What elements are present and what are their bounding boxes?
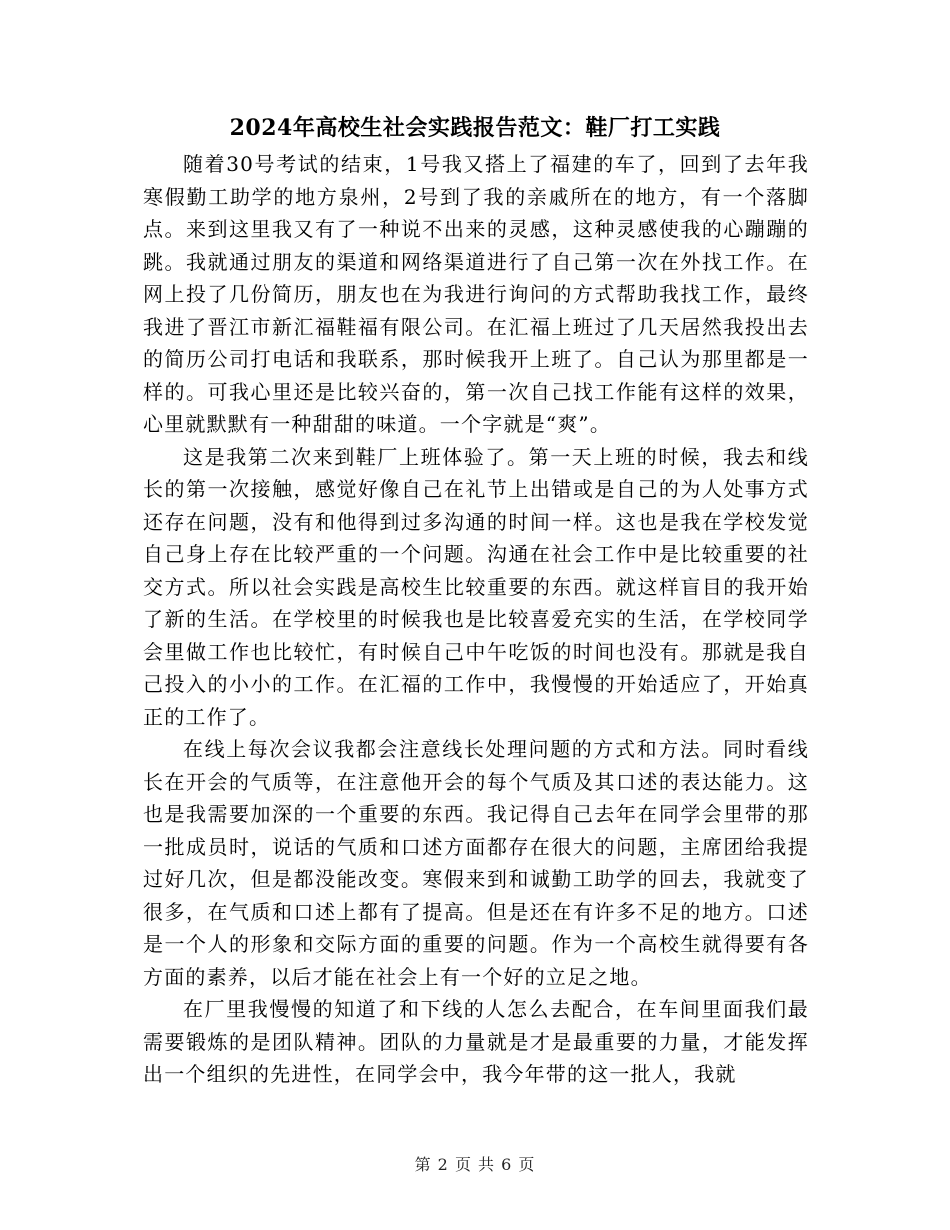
paragraph-2: 这是我第二次来到鞋厂上班体验了。第一天上班的时候，我去和线长的第一次接触，感觉好像自己在礼节上出错或是自己的为人处事方式还存在问题，没有和他得到过多沟通的时间一样。这也是我在学校发觉自己身上存在比较严重的一个问题。沟通在社会工作中是比较重要的社交方式。所以社会实践是高校生比较重要的东西。就这样盲目的我开始了新的生活。在学校里的时候我也是比较喜爱充实的生活，在学校同学会里做工作也比较忙，有时候自己中午吃饭的时间也没有。那就是我自己投入的小小的工作。在汇福的工作中，我慢慢的开始适应了，开始真正的工作了。: [143, 444, 809, 729]
paragraph-4: 在厂里我慢慢的知道了和下线的人怎么去配合，在车间里面我们最需要锻炼的是团队精神。团队的力量就是才是最重要的力量，才能发挥出一个组织的先进性，在同学会中，我今年带的这一批人，我就: [143, 997, 809, 1086]
document-title: 2024年高校生社会实践报告范文：鞋厂打工实践: [229, 115, 721, 141]
page-number-footer: 第 2 页 共 6 页: [414, 1155, 536, 1174]
document-body: [143, 148, 809, 1091]
paragraph-3: 在线上每次会议我都会注意线长处理问题的方式和方法。同时看线长在开会的气质等，在注意他开会的每个气质及其口述的表达能力。这也是我需要加深的一个重要的东西。我记得自己去年在同学会里带的那一批成员时，说话的气质和口述方面都存在很大的问题，主席团给我提过好几次，但是都没能改变。寒假来到和诚勤工助学的回去，我就变了很多，在气质和口述上都有了提高。但是还在有许多不足的地方。口述是一个人的形象和交际方面的重要的问题。作为一个高校生就得要有各方面的素养，以后才能在社会上有一个好的立足之地。: [143, 737, 809, 989]
paragraph-1: 随着30号考试的结束，1号我又搭上了福建的车了，回到了去年我寒假勤工助学的地方泉州，2号到了我的亲戚所在的地方，有一个落脚点。来到这里我又有了一种说不出来的灵感，这种灵感使我的心蹦蹦的跳。我就通过朋友的渠道和网络渠道进行了自己第一次在外找工作。在网上投了几份简历，朋友也在为我进行询问的方式帮助我找工作，最终我进了晋江市新汇福鞋福有限公司。在汇福上班过了几天居然我投出去的简历公司打电话和我联系，那时候我开上班了。自己认为那里都是一样的。可我心里还是比较兴奋的，第一次自己找工作能有这样的效果，心里就默默有一种甜甜的味道。一个字就是“爽”。: [143, 152, 809, 436]
